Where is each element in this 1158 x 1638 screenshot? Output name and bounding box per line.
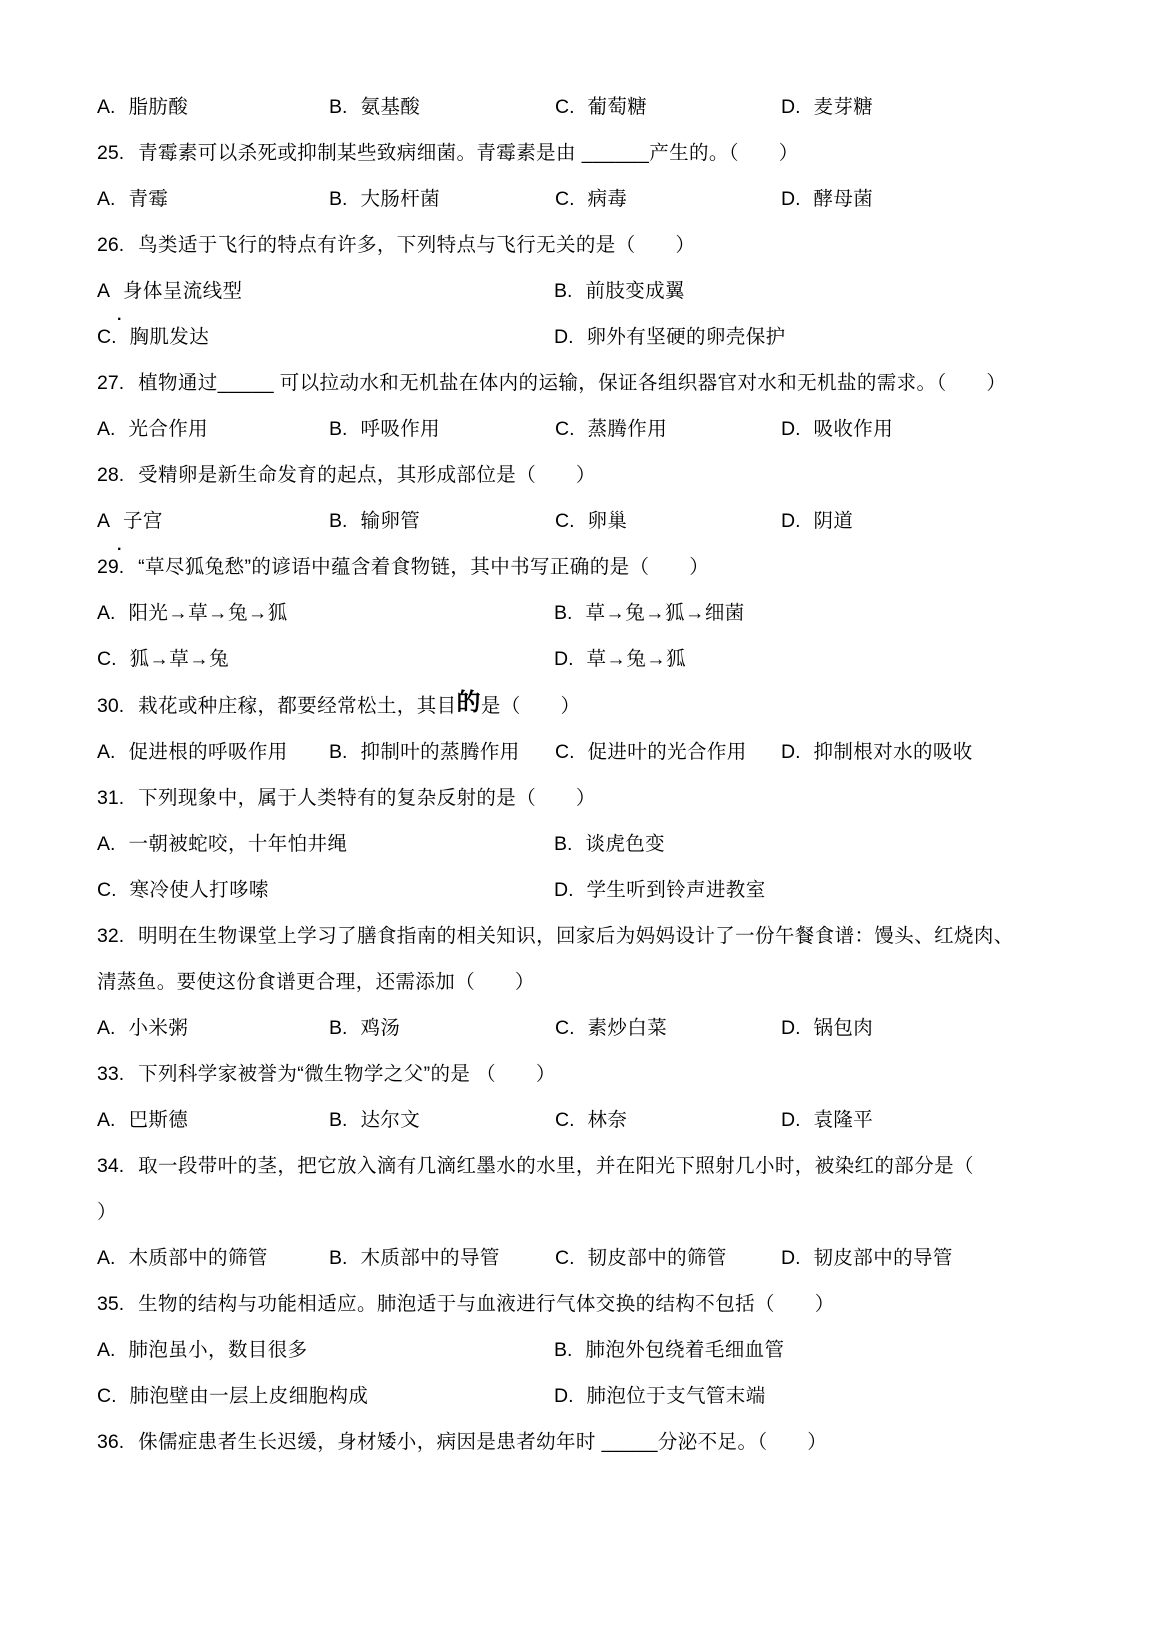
option-letter: A.	[97, 418, 116, 440]
question-stem	[97, 787, 1100, 809]
question-text	[138, 689, 581, 717]
question-stem	[97, 142, 1100, 164]
option-text: 韧皮部中的导管	[813, 1247, 953, 1269]
option-text: 光合作用	[128, 418, 209, 440]
options-row	[97, 1109, 1100, 1131]
option-text: 大肠杆菌	[360, 188, 441, 210]
option-item	[97, 1339, 554, 1361]
options-row	[97, 326, 1100, 348]
question-number: 35.	[97, 1293, 125, 1315]
question-stem	[97, 689, 1100, 717]
option-letter: A.	[97, 1339, 116, 1361]
option-letter: A.	[97, 1109, 116, 1131]
option-text: 草→兔→狐	[586, 648, 687, 670]
options-row	[97, 280, 1100, 302]
question-text: 下列现象中，属于人类特有的复杂反射的是（ ）	[138, 787, 596, 809]
option-letter: B.	[329, 96, 348, 118]
option-text: 呼吸作用	[360, 418, 441, 440]
option-item	[329, 741, 555, 763]
option-text: 抑制根对水的吸收	[813, 741, 973, 763]
question-number: 28.	[97, 464, 125, 486]
option-letter: D.	[781, 96, 801, 118]
option-letter: B.	[329, 1247, 348, 1269]
question-stem	[97, 925, 1100, 947]
option-letter: D.	[781, 741, 801, 763]
emphasized-character: 的	[456, 689, 481, 716]
options-row	[97, 1247, 1100, 1269]
option-text: 前肢变成翼	[585, 280, 685, 302]
question-text: 植物通过_____ 可以拉动水和无机盐在体内的运输，保证各组织器官对水和无机盐的需求。（ ）	[138, 372, 1007, 394]
option-text: 素炒白菜	[587, 1017, 668, 1039]
option-item	[554, 280, 1100, 302]
option-text: 木质部中的筛管	[128, 1247, 268, 1269]
options-row	[97, 188, 1100, 210]
option-text: 促进根的呼吸作用	[128, 741, 288, 763]
option-text: 子宫	[123, 510, 163, 532]
question-number: 29.	[97, 556, 125, 578]
option-text: 寒冷使人打哆嗦	[129, 879, 269, 901]
option-letter: B.	[329, 510, 348, 532]
option-item	[97, 96, 329, 118]
option-item	[329, 188, 555, 210]
option-letter: C.	[555, 1017, 575, 1039]
option-text: 病毒	[587, 188, 628, 210]
question-stem	[97, 1155, 1100, 1177]
option-item	[555, 96, 781, 118]
option-text: 阳光→草→兔→狐	[128, 602, 288, 624]
option-item	[781, 1247, 1100, 1269]
option-text: 韧皮部中的筛管	[587, 1247, 727, 1269]
option-letter: B.	[329, 418, 348, 440]
question-stem	[97, 464, 1100, 486]
option-text: 麦芽糖	[813, 96, 874, 118]
option-item	[97, 188, 329, 210]
question-text: 生物的结构与功能相适应。肺泡适于与血液进行气体交换的结构不包括（ ）	[138, 1293, 835, 1315]
option-item	[554, 833, 1100, 855]
option-letter: B.	[554, 1339, 573, 1361]
option-text: 身体呈流线型	[123, 280, 243, 302]
question-number: 30.	[97, 695, 125, 717]
option-item	[329, 418, 555, 440]
option-letter: D.	[554, 1385, 574, 1407]
option-item	[97, 418, 329, 440]
option-text: 输卵管	[360, 510, 421, 532]
option-letter: A.	[97, 602, 116, 624]
question-text: 侏儒症患者生长迟缓，身材矮小，病因是患者幼年时 _____分泌不足。（ ）	[138, 1431, 828, 1453]
options-row	[97, 879, 1100, 901]
option-letter: A	[97, 280, 111, 302]
option-item	[555, 1109, 781, 1131]
option-item	[97, 1247, 329, 1269]
question-text: 鸟类适于飞行的特点有许多，下列特点与飞行无关的是（ ）	[138, 234, 696, 256]
options-row	[97, 833, 1100, 855]
options-row	[97, 510, 1100, 532]
option-item	[329, 1017, 555, 1039]
option-item	[97, 1109, 329, 1131]
question-text-after-emphasis: 是（ ）	[480, 695, 581, 717]
question-text: 青霉素可以杀死或抑制某些致病细菌。青霉素是由 ______产生的。（ ）	[138, 142, 799, 164]
option-text: 抑制叶的蒸腾作用	[360, 741, 520, 763]
option-item	[781, 96, 1100, 118]
option-item	[97, 648, 554, 670]
options-row	[97, 741, 1100, 763]
question-stem-continuation	[97, 971, 1100, 993]
option-letter: A.	[97, 741, 116, 763]
option-text: 锅包肉	[813, 1017, 874, 1039]
option-text: 阴道	[813, 510, 854, 532]
option-item	[97, 741, 329, 763]
option-letter: B.	[329, 188, 348, 210]
option-letter: C.	[555, 510, 575, 532]
option-text: 吸收作用	[813, 418, 894, 440]
question-stem	[97, 1293, 1100, 1315]
question-stem	[97, 1431, 1100, 1453]
question-number: 27.	[97, 372, 125, 394]
option-letter: A.	[97, 96, 116, 118]
option-item	[555, 188, 781, 210]
option-text: 谈虎色变	[585, 833, 666, 855]
question-number: 34.	[97, 1155, 125, 1177]
option-text: 袁隆平	[813, 1109, 874, 1131]
option-letter: C.	[555, 418, 575, 440]
option-letter: C.	[97, 1385, 117, 1407]
option-letter: B.	[554, 602, 573, 624]
stray-dot-mark: .	[117, 537, 122, 554]
option-text: 肺泡虽小，数目很多	[128, 1339, 308, 1361]
option-letter: C.	[97, 326, 117, 348]
option-text: 肺泡壁由一层上皮细胞构成	[129, 1385, 369, 1407]
option-letter: D.	[781, 1247, 801, 1269]
question-text: 明明在生物课堂上学习了膳食指南的相关知识，回家后为妈妈设计了一份午餐食谱：馒头、红烧肉、	[138, 925, 1014, 947]
question-number: 31.	[97, 787, 125, 809]
option-letter: B.	[329, 1017, 348, 1039]
option-text: 林奈	[587, 1109, 628, 1131]
option-letter: A.	[97, 833, 116, 855]
option-letter: D.	[781, 188, 801, 210]
option-letter: C.	[555, 96, 575, 118]
option-item	[781, 418, 1100, 440]
option-text: 小米粥	[128, 1017, 189, 1039]
option-letter: D.	[781, 418, 801, 440]
option-letter: A	[97, 510, 111, 532]
option-item	[554, 1385, 1100, 1407]
option-text: 草→兔→狐→细菌	[585, 602, 745, 624]
option-item	[97, 879, 554, 901]
option-item	[781, 188, 1100, 210]
option-text: 狐→草→兔	[129, 648, 230, 670]
option-item	[97, 280, 554, 302]
option-item	[781, 510, 1100, 532]
options-row	[97, 1385, 1100, 1407]
option-text: 蒸腾作用	[587, 418, 668, 440]
options-row	[97, 96, 1100, 118]
option-text: 肺泡外包绕着毛细血管	[585, 1339, 785, 1361]
question-text: 取一段带叶的茎，把它放入滴有几滴红墨水的水里，并在阳光下照射几小时，被染红的部分是（	[138, 1155, 974, 1177]
option-item	[555, 418, 781, 440]
options-row	[97, 1017, 1100, 1039]
option-item	[555, 1247, 781, 1269]
option-text: 一朝被蛇咬，十年怕井绳	[128, 833, 348, 855]
option-text: 木质部中的导管	[360, 1247, 500, 1269]
option-text: 促进叶的光合作用	[587, 741, 747, 763]
option-letter: B.	[329, 1109, 348, 1131]
option-item	[554, 879, 1100, 901]
option-letter: B.	[554, 833, 573, 855]
option-item	[554, 648, 1100, 670]
question-text-before-emphasis: 栽花或种庄稼，都要经常松土，其目	[138, 695, 457, 717]
option-letter: D.	[781, 1109, 801, 1131]
option-letter: D.	[781, 1017, 801, 1039]
option-item	[97, 1385, 554, 1407]
question-number: 33.	[97, 1063, 125, 1085]
option-item	[555, 510, 781, 532]
question-number: 36.	[97, 1431, 125, 1453]
option-letter: B.	[554, 280, 573, 302]
question-stem-continuation	[97, 1201, 1100, 1223]
option-text: 鸡汤	[360, 1017, 401, 1039]
option-letter: C.	[97, 648, 117, 670]
option-item	[555, 741, 781, 763]
option-letter: A.	[97, 1017, 116, 1039]
option-item	[781, 741, 1100, 763]
question-stem	[97, 556, 1100, 578]
question-stem	[97, 234, 1100, 256]
options-row	[97, 648, 1100, 670]
option-text: 脂肪酸	[128, 96, 189, 118]
option-text: 卵巢	[587, 510, 628, 532]
option-text: 肺泡位于支气管末端	[586, 1385, 766, 1407]
option-text: 卵外有坚硬的卵壳保护	[586, 326, 786, 348]
option-item	[329, 1247, 555, 1269]
option-letter: A.	[97, 1247, 116, 1269]
option-item	[554, 602, 1100, 624]
question-text: “草尽狐兔愁”的谚语中蕴含着食物链，其中书写正确的是（ ）	[138, 556, 710, 578]
question-number: 25.	[97, 142, 125, 164]
option-item	[554, 1339, 1100, 1361]
option-text: 胸肌发达	[129, 326, 210, 348]
question-stem	[97, 372, 1100, 394]
option-item	[97, 326, 554, 348]
option-text: 葡萄糖	[587, 96, 648, 118]
option-item	[329, 510, 555, 532]
option-item	[781, 1109, 1100, 1131]
option-item	[554, 326, 1100, 348]
option-letter: C.	[555, 1247, 575, 1269]
options-row	[97, 602, 1100, 624]
option-item	[97, 833, 554, 855]
option-letter: A.	[97, 188, 116, 210]
option-item	[781, 1017, 1100, 1039]
question-text: 下列科学家被誉为“微生物学之父”的是 （ ）	[138, 1063, 556, 1085]
question-stem	[97, 1063, 1100, 1085]
option-letter: C.	[97, 879, 117, 901]
question-text: 清蒸鱼。要使这份食谱更合理，还需添加（ ）	[97, 971, 535, 993]
options-row	[97, 418, 1100, 440]
option-letter: D.	[554, 879, 574, 901]
option-item	[555, 1017, 781, 1039]
option-text: 酵母菌	[813, 188, 874, 210]
option-letter: D.	[554, 326, 574, 348]
option-item	[97, 1017, 329, 1039]
option-text: 学生听到铃声进教室	[586, 879, 766, 901]
question-number: 26.	[97, 234, 125, 256]
question-text: 受精卵是新生命发育的起点，其形成部位是（ ）	[138, 464, 596, 486]
question-text: ）	[97, 1201, 117, 1223]
option-item	[97, 510, 329, 532]
option-text: 达尔文	[360, 1109, 421, 1131]
option-text: 氨基酸	[360, 96, 421, 118]
option-letter: C.	[555, 188, 575, 210]
option-letter: D.	[781, 510, 801, 532]
question-number: 32.	[97, 925, 125, 947]
option-item	[329, 96, 555, 118]
stray-dot-mark: .	[117, 307, 122, 324]
option-letter: D.	[554, 648, 574, 670]
option-letter: B.	[329, 741, 348, 763]
option-item	[97, 602, 554, 624]
option-letter: C.	[555, 1109, 575, 1131]
option-text: 巴斯德	[128, 1109, 189, 1131]
option-item	[329, 1109, 555, 1131]
option-letter: C.	[555, 741, 575, 763]
option-text: 青霉	[128, 188, 169, 210]
options-row	[97, 1339, 1100, 1361]
